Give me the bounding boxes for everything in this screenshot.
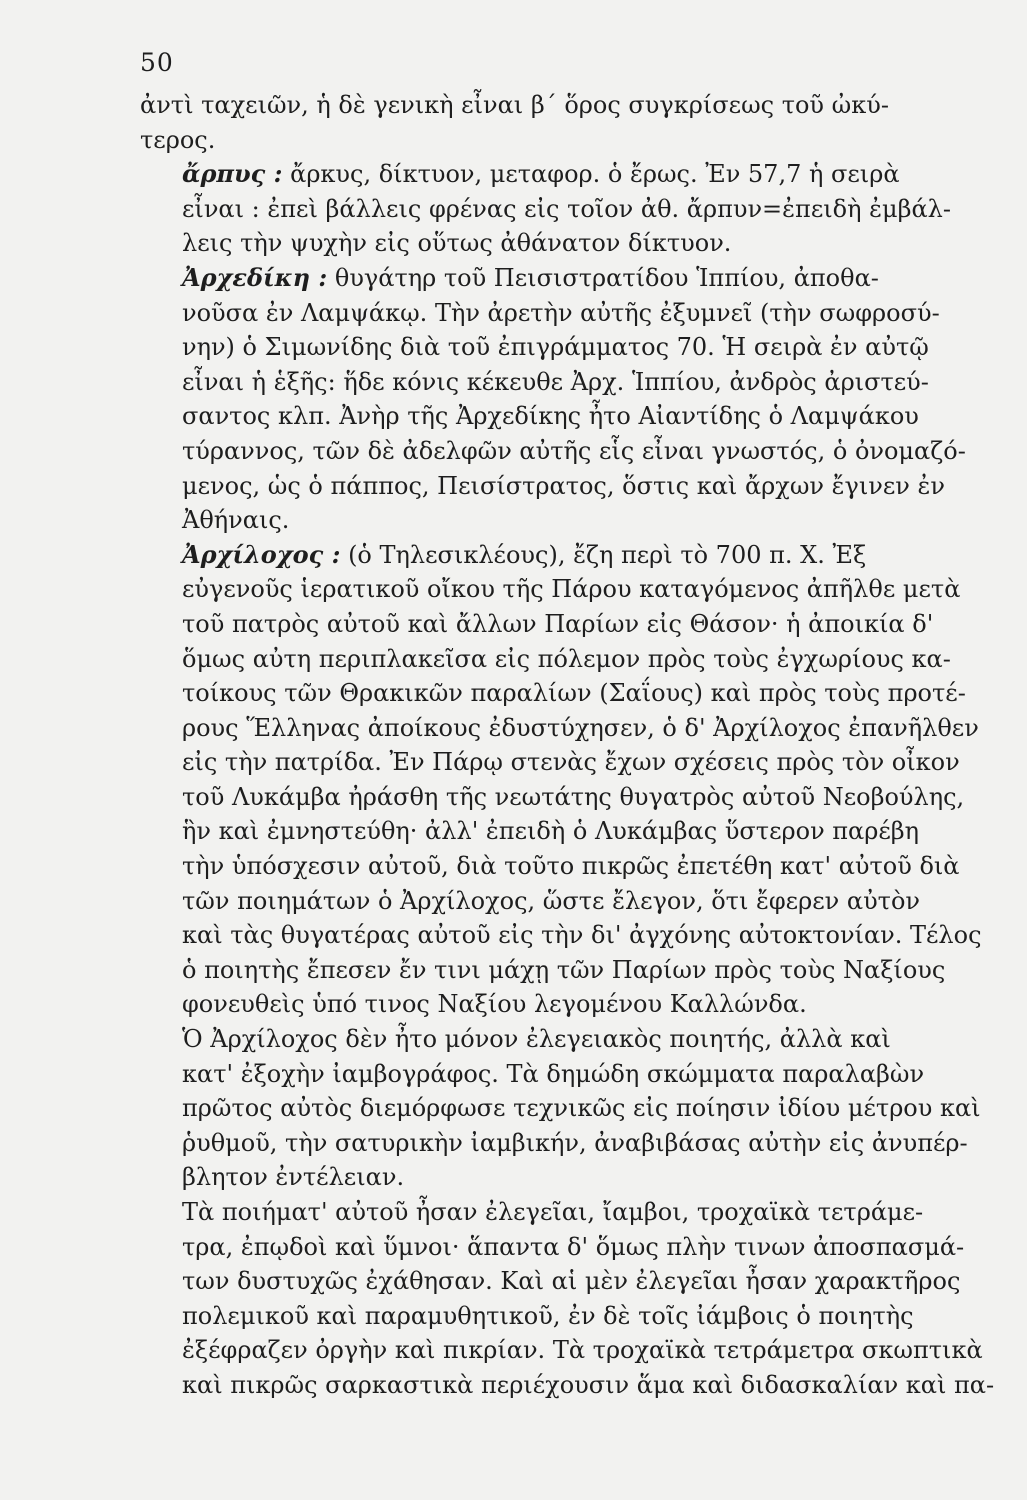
text-line xyxy=(140,365,1009,400)
line-text: τοῦ πατρὸς αὐτοῦ καὶ ἄλλων Παρίων εἰς Θάσον· ἡ ἀποικία δ' xyxy=(182,609,934,638)
text-line xyxy=(140,1091,1009,1126)
line-text: καὶ πικρῶς σαρκαστικὰ περιέχουσιν ἅμα καὶ διδασκαλίαν καὶ πα- xyxy=(182,1370,995,1399)
text-line xyxy=(140,745,1009,780)
line-text: ἄρκυς, δίκτυον, μεταφορ. ὁ ἔρως. Ἐν 57,7 ἡ σειρὰ xyxy=(282,160,900,189)
line-text: καὶ τὰς θυγατέρας αὐτοῦ εἰς τὴν δι' ἀγχόνης αὐτοκτονίαν. Τέλος xyxy=(182,921,982,950)
line-text: βλητον ἐντέλειαν. xyxy=(182,1163,405,1192)
line-text: σαντος κλπ. Ἀνὴρ τῆς Ἀρχεδίκης ἦτο Αἰαντίδης ὁ Λαμψάκου xyxy=(182,402,919,431)
line-text: εὐγενοῦς ἱερατικοῦ οἴκου τῆς Πάρου καταγόμενος ἀπῆλθε μετὰ xyxy=(182,575,961,604)
paragraph xyxy=(140,1195,1009,1403)
line-text: εἶναι ἡ ἑξῆς: ἥδε κόνις κέκευθε Ἀρχ. Ἱππίου, ἀνδρὸς ἀριστεύ- xyxy=(182,367,929,396)
paragraph xyxy=(140,157,1009,261)
text-line xyxy=(140,849,1009,884)
text-line xyxy=(140,330,1009,365)
text-line xyxy=(140,226,1009,261)
line-text: ῥυθμοῦ, τὴν σατυρικὴν ἰαμβικήν, ἀναβιβάσας αὐτὴν εἰς ἀνυπέρ- xyxy=(182,1128,968,1157)
text-line xyxy=(140,538,1009,573)
line-text: των δυστυχῶς ἐχάθησαν. Καὶ αἱ μὲν ἐλεγεῖαι ἦσαν χαρακτῆρος xyxy=(182,1267,961,1296)
text-line xyxy=(140,814,1009,849)
page-text-body xyxy=(140,88,1009,1403)
text-line xyxy=(140,642,1009,677)
text-line xyxy=(140,192,1009,227)
text-line xyxy=(140,1333,1009,1368)
text-line xyxy=(140,157,1009,192)
line-text: τοίκους τῶν Θρακικῶν παραλίων (Σαΐους) καὶ πρὸς τοὺς προτέ- xyxy=(182,679,966,708)
entry-headword: Ἀρχίλοχος : xyxy=(182,539,341,569)
text-line xyxy=(140,399,1009,434)
text-line xyxy=(140,572,1009,607)
line-text: ἣν καὶ ἐμνηστεύθη· ἀλλ' ἐπειδὴ ὁ Λυκάμβας ὕστερον παρέβη xyxy=(182,817,920,846)
text-line xyxy=(140,780,1009,815)
line-text: ρους Ἕλληνας ἀποίκους ἐδυστύχησεν, ὁ δ' Ἀρχίλοχος ἐπανῆλθεν xyxy=(182,713,979,742)
text-line xyxy=(140,261,1009,296)
text-line xyxy=(140,1057,1009,1092)
text-line xyxy=(140,434,1009,469)
page-number: 50 xyxy=(140,48,174,77)
line-text: θυγάτηρ τοῦ Πεισιστρατίδου Ἱππίου, ἀποθα- xyxy=(327,263,879,292)
line-text: πρῶτος αὐτὸς διεμόρφωσε τεχνικῶς εἰς ποίησιν ἰδίου μέτρου καὶ xyxy=(182,1094,981,1123)
line-text: Τὰ ποιήματ' αὐτοῦ ἦσαν ἐλεγεῖαι, ἴαμβοι, τροχαϊκὰ τετράμε- xyxy=(182,1198,924,1226)
text-line xyxy=(140,987,1009,1022)
entry-headword: Ἀρχεδίκη : xyxy=(182,262,328,292)
line-text: τερος. xyxy=(140,125,216,154)
text-line xyxy=(140,1299,1009,1334)
text-line xyxy=(140,123,1009,158)
text-line xyxy=(140,884,1009,919)
text-line xyxy=(140,953,1009,988)
line-text: τοῦ Λυκάμβα ἠράσθη τῆς νεωτάτης θυγατρὸς αὐτοῦ Νεοβούλης, xyxy=(182,782,965,811)
entry-headword: ἄρπυς : xyxy=(182,159,283,189)
line-text: μενος, ὡς ὁ πάππος, Πεισίστρατος, ὅστις καὶ ἄρχων ἔγινεν ἐν xyxy=(182,471,945,500)
line-text: κατ' ἐξοχὴν ἰαμβογράφος. Τὰ δημώδη σκώμματα παραλαβὼν xyxy=(182,1059,925,1088)
paragraph xyxy=(140,88,1009,157)
paragraph xyxy=(140,261,1009,538)
line-text: εἰς τὴν πατρίδα. Ἐν Πάρῳ στενὰς ἔχων σχέσεις πρὸς τὸν οἶκον xyxy=(182,748,960,777)
text-line xyxy=(140,1022,1009,1057)
text-line xyxy=(140,607,1009,642)
line-text: νοῦσα ἐν Λαμψάκῳ. Τὴν ἀρετὴν αὐτῆς ἐξυμνεῖ (τὴν σωφροσύ- xyxy=(182,298,940,327)
line-text: πολεμικοῦ καὶ παραμυθητικοῦ, ἐν δὲ τοῖς ἰάμβοις ὁ ποιητὴς xyxy=(182,1301,914,1330)
text-line xyxy=(140,1368,1009,1403)
line-text: λεις τὴν ψυχὴν εἰς οὕτως ἀθάνατον δίκτυον. xyxy=(182,229,732,258)
paragraph xyxy=(140,538,1009,1022)
text-line xyxy=(140,711,1009,746)
line-text: τὴν ὑπόσχεσιν αὐτοῦ, διὰ τοῦτο πικρῶς ἐπετέθη κατ' αὐτοῦ διὰ xyxy=(182,852,960,881)
line-text: νην) ὁ Σιμωνίδης διὰ τοῦ ἐπιγράμματος 70. Ἡ σειρὰ ἐν αὐτῷ xyxy=(182,333,929,362)
text-line xyxy=(140,1160,1009,1195)
text-line xyxy=(140,1264,1009,1299)
line-text: τρα, ἐπῳδοὶ καὶ ὕμνοι· ἅπαντα δ' ὅμως πλὴν τινων ἀποσπασμά- xyxy=(182,1232,965,1261)
line-text: (ὁ Τηλεσικλέους), ἔζη περὶ τὸ 700 π. Χ. Ἐξ xyxy=(340,540,867,569)
line-text: Ὁ Ἀρχίλοχος δὲν ἦτο μόνον ἐλεγειακὸς ποιητής, ἀλλὰ καὶ xyxy=(182,1025,891,1054)
text-line xyxy=(140,676,1009,711)
text-line xyxy=(140,503,1009,538)
line-text: ἀντὶ ταχειῶν, ἡ δὲ γενικὴ εἶναι β΄ ὅρος συγκρίσεως τοῦ ὠκύ- xyxy=(140,91,889,119)
line-text: τῶν ποιημάτων ὁ Ἀρχίλοχος, ὥστε ἔλεγον, ὅτι ἔφερεν αὐτὸν xyxy=(182,886,920,915)
line-text: εἶναι : ἐπεὶ βάλλεις φρένας εἰς τοῖον ἀθ. ἄρπυν=ἐπειδὴ ἐμβάλ- xyxy=(182,194,951,223)
text-line xyxy=(140,1195,1009,1230)
line-text: ὅμως αὐτη περιπλακεῖσα εἰς πόλεμον πρὸς τοὺς ἐγχωρίους κα- xyxy=(182,644,951,673)
paragraph xyxy=(140,1022,1009,1195)
line-text: τύραννος, τῶν δὲ ἀδελφῶν αὐτῆς εἷς εἶναι γνωστός, ὁ ὀνομαζό- xyxy=(182,436,966,465)
text-line xyxy=(140,469,1009,504)
text-line xyxy=(140,296,1009,331)
line-text: φονευθεὶς ὑπό τινος Ναξίου λεγομένου Καλλώνδα. xyxy=(182,990,807,1019)
text-line xyxy=(140,918,1009,953)
text-line xyxy=(140,1126,1009,1161)
line-text: ἐξέφραζεν ὀργὴν καὶ πικρίαν. Τὰ τροχαϊκὰ τετράμετρα σκωπτικὰ xyxy=(182,1336,983,1365)
line-text: Ἀθήναις. xyxy=(182,506,290,535)
text-line xyxy=(140,88,1009,123)
text-line xyxy=(140,1230,1009,1265)
line-text: ὁ ποιητὴς ἔπεσεν ἔν τινι μάχῃ τῶν Παρίων πρὸς τοὺς Ναξίους xyxy=(182,955,946,984)
